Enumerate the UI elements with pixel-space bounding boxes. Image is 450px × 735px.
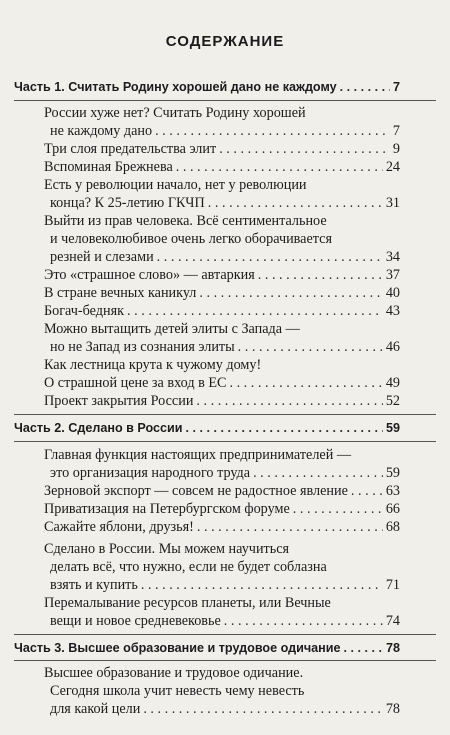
leader-dots xyxy=(176,158,383,176)
entry-title: делать всё, что нужно, если не будет соблазна xyxy=(50,559,327,575)
toc-entry-continued[interactable] xyxy=(50,558,400,576)
toc-entry[interactable] xyxy=(44,664,400,682)
leader-dots xyxy=(199,284,382,302)
page-number: 78 xyxy=(385,701,400,717)
part-title: Часть 3. Высшее образование и трудовое одичание xyxy=(14,641,341,655)
entry-title: Перемалывание ресурсов планеты, или Вечные xyxy=(44,595,331,611)
entry-title: Высшее образование и трудовое одичание. xyxy=(44,665,304,681)
page-number: 66 xyxy=(385,501,400,517)
entry-title: Главная функция настоящих предпринимателей — xyxy=(44,447,352,463)
toc-entry[interactable] xyxy=(44,356,400,374)
toc-entry-continued[interactable] xyxy=(50,248,400,266)
page-number: 43 xyxy=(385,303,400,319)
leader-dots xyxy=(141,576,383,594)
leader-dots xyxy=(197,518,383,536)
leader-dots xyxy=(127,302,383,320)
toc-entry-continued[interactable] xyxy=(50,682,400,700)
toc-entry[interactable] xyxy=(44,320,400,338)
entry-title: и человеколюбивое очень легко оборачивается xyxy=(50,231,332,247)
page-number: 74 xyxy=(385,613,400,629)
toc-entry[interactable] xyxy=(44,266,400,284)
toc-entry-continued[interactable] xyxy=(50,230,400,248)
toc-entry[interactable] xyxy=(44,500,400,518)
leader-dots xyxy=(208,194,383,212)
entry-title: Сажайте яблони, друзья! xyxy=(44,519,194,535)
entry-title: Сегодня школа учит невесть чему невесть xyxy=(50,683,305,699)
entry-title: Богач-бедняк xyxy=(44,303,125,319)
page-number: 24 xyxy=(385,159,400,175)
toc-entry[interactable] xyxy=(44,540,400,558)
divider xyxy=(14,100,436,101)
divider xyxy=(14,660,436,661)
entry-title: Это «страшное слово» — автаркия xyxy=(44,267,255,283)
page-title: СОДЕРЖАНИЕ xyxy=(165,33,285,50)
toc-entry-continued[interactable] xyxy=(50,464,400,482)
entry-title: Можно вытащить детей элиты с Запада — xyxy=(44,321,300,337)
divider xyxy=(14,634,436,635)
entry-title: для какой цели xyxy=(50,701,141,717)
entry-title: Выйти из прав человека. Всё сентиментальное xyxy=(44,213,327,229)
page-number: 37 xyxy=(385,267,400,283)
toc-part-3[interactable] xyxy=(14,639,400,657)
toc-entry[interactable] xyxy=(44,594,400,612)
divider xyxy=(14,414,436,415)
entry-title: не каждому дано xyxy=(50,123,153,139)
leader-dots xyxy=(351,482,383,500)
toc-entry[interactable] xyxy=(44,482,400,500)
page-number: 46 xyxy=(385,339,400,355)
toc-entry-continued[interactable] xyxy=(50,700,400,718)
toc-entry[interactable] xyxy=(44,104,400,122)
toc-entry[interactable] xyxy=(44,158,400,176)
toc-entry[interactable] xyxy=(44,284,400,302)
entry-title: О страшной цене за вход в ЕС xyxy=(44,375,227,391)
toc-entry[interactable] xyxy=(44,302,400,320)
page-number: 40 xyxy=(385,285,400,301)
entry-title: Приватизация на Петербургском форуме xyxy=(44,501,290,517)
leader-dots xyxy=(238,338,383,356)
entry-title: взять и купить xyxy=(50,577,138,593)
entry-title: Есть у революции начало, нет у революции xyxy=(44,177,307,193)
leader-dots xyxy=(253,464,383,482)
leader-dots xyxy=(224,612,383,630)
toc-entry-continued[interactable] xyxy=(50,194,400,212)
page-number: 7 xyxy=(392,123,400,139)
toc-entry[interactable] xyxy=(44,212,400,230)
leader-dots xyxy=(293,500,383,518)
part-title: Часть 1. Считать Родину хорошей дано не каждому xyxy=(14,80,337,94)
toc-entry[interactable] xyxy=(44,140,400,158)
leader-dots xyxy=(155,122,390,140)
leader-dots xyxy=(340,78,390,96)
leader-dots xyxy=(229,374,382,392)
entry-title: России хуже нет? Считать Родину хорошей xyxy=(44,105,306,121)
divider xyxy=(14,441,436,442)
entry-title: Как лестница крута к чужому дому! xyxy=(44,357,262,373)
entry-title: резней и слезами xyxy=(50,249,154,265)
entry-title: Зерновой экспорт — совсем не радостное явление xyxy=(44,483,348,499)
page-number: 9 xyxy=(392,141,400,157)
page-number: 63 xyxy=(385,483,400,499)
page-number: 34 xyxy=(385,249,400,265)
toc-entry-continued[interactable] xyxy=(50,612,400,630)
entry-title: но не Запад из сознания элиты xyxy=(50,339,235,355)
page-number: 78 xyxy=(385,641,400,655)
leader-dots xyxy=(143,700,382,718)
page-number: 59 xyxy=(385,465,400,481)
page-number: 31 xyxy=(385,195,400,211)
entry-title: Сделано в России. Мы можем научиться xyxy=(44,541,290,557)
leader-dots xyxy=(219,140,390,158)
entry-title: В стране вечных каникул xyxy=(44,285,197,301)
entry-title: конца? К 25-летию ГКЧП xyxy=(50,195,205,211)
toc-entry[interactable] xyxy=(44,446,400,464)
toc-entry-continued[interactable] xyxy=(50,576,400,594)
leader-dots xyxy=(258,266,383,284)
toc-entry-continued[interactable] xyxy=(50,338,400,356)
entry-title: Проект закрытия России xyxy=(44,393,194,409)
page-number: 7 xyxy=(392,80,400,94)
toc-entry[interactable] xyxy=(44,518,400,536)
toc-entry[interactable] xyxy=(44,392,400,410)
part-title: Часть 2. Сделано в России xyxy=(14,421,183,435)
entry-title: Вспоминая Брежнева xyxy=(44,159,173,175)
toc-part-2[interactable] xyxy=(14,419,400,437)
entry-title: вещи и новое средневековье xyxy=(50,613,221,629)
toc-entry-continued[interactable] xyxy=(50,122,400,140)
page-number: 52 xyxy=(385,393,400,409)
leader-dots xyxy=(157,248,383,266)
entry-title: Три слоя предательства элит xyxy=(44,141,217,157)
toc-entry[interactable] xyxy=(44,176,400,194)
page-number: 59 xyxy=(385,421,400,435)
page-number: 71 xyxy=(385,577,400,593)
entry-title: это организация народного труда xyxy=(50,465,251,481)
leader-dots xyxy=(186,419,383,437)
leader-dots xyxy=(344,639,383,657)
toc-entry[interactable] xyxy=(44,374,400,392)
leader-dots xyxy=(196,392,382,410)
page-number: 68 xyxy=(385,519,400,535)
page-number: 49 xyxy=(385,375,400,391)
toc-part-1[interactable] xyxy=(14,78,400,96)
